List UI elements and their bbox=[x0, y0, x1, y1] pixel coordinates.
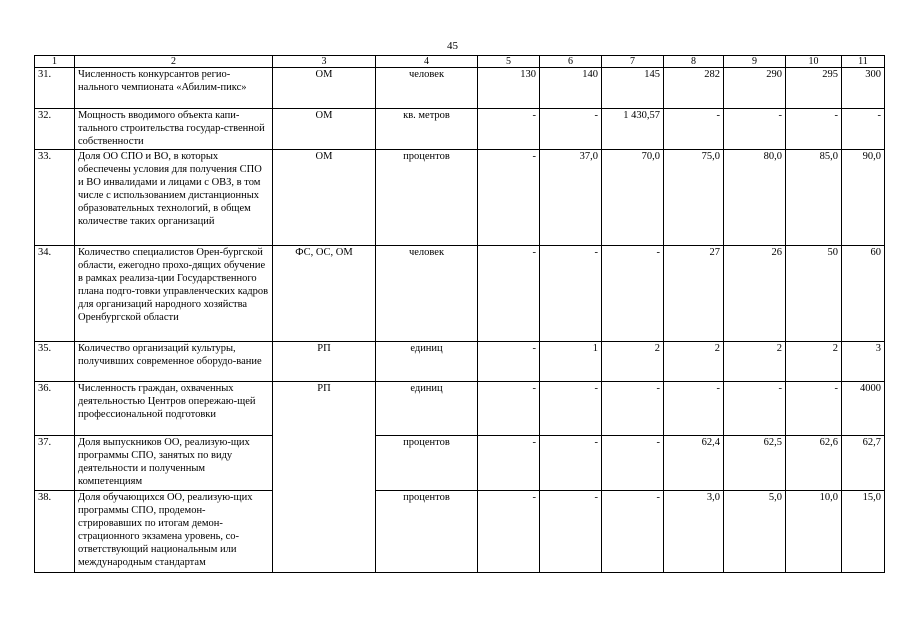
responsible-cell: ОМ bbox=[273, 150, 376, 246]
row-number: 31. bbox=[35, 68, 75, 109]
value-cell: 90,0 bbox=[842, 150, 885, 246]
header-cell: 9 bbox=[724, 56, 786, 68]
value-cell: 2 bbox=[664, 342, 724, 382]
value-cell: 50 bbox=[786, 246, 842, 342]
value-cell: 5,0 bbox=[724, 491, 786, 573]
unit-cell: человек bbox=[376, 246, 478, 342]
value-cell: - bbox=[786, 382, 842, 436]
table-row bbox=[35, 342, 885, 382]
value-cell: 3 bbox=[842, 342, 885, 382]
value-cell: - bbox=[786, 109, 842, 150]
unit-cell: кв. метров bbox=[376, 109, 478, 150]
unit-cell: единиц bbox=[376, 382, 478, 436]
value-cell: 15,0 bbox=[842, 491, 885, 573]
value-cell: - bbox=[478, 436, 540, 491]
table-row bbox=[35, 68, 885, 109]
row-number: 32. bbox=[35, 109, 75, 150]
value-cell: 60 bbox=[842, 246, 885, 342]
table-row bbox=[35, 109, 885, 150]
header-cell: 3 bbox=[273, 56, 376, 68]
value-cell: - bbox=[478, 109, 540, 150]
value-cell: 290 bbox=[724, 68, 786, 109]
value-cell: 4000 bbox=[842, 382, 885, 436]
value-cell: - bbox=[540, 436, 602, 491]
indicator-name: Доля ОО СПО и ВО, в которых обеспечены условия для получения СПО и ВО инвалидами и лицами с ОВЗ, в том числе с использованием дистанционных образовательных технологий, в общем количестве таких организаций bbox=[75, 150, 273, 246]
responsible-cell bbox=[273, 436, 376, 491]
value-cell: 1 bbox=[540, 342, 602, 382]
header-cell: 11 bbox=[842, 56, 885, 68]
responsible-cell: РП bbox=[273, 382, 376, 436]
value-cell: 26 bbox=[724, 246, 786, 342]
responsible-cell: ФС, ОС, ОМ bbox=[273, 246, 376, 342]
value-cell: 2 bbox=[786, 342, 842, 382]
unit-cell: процентов bbox=[376, 150, 478, 246]
value-cell: 1 430,57 bbox=[602, 109, 664, 150]
row-number: 34. bbox=[35, 246, 75, 342]
responsible-cell bbox=[273, 491, 376, 573]
value-cell: 37,0 bbox=[540, 150, 602, 246]
value-cell: - bbox=[540, 109, 602, 150]
row-number: 35. bbox=[35, 342, 75, 382]
value-cell: 130 bbox=[478, 68, 540, 109]
value-cell: 2 bbox=[602, 342, 664, 382]
value-cell: - bbox=[664, 109, 724, 150]
table-row bbox=[35, 491, 885, 573]
unit-cell: процентов bbox=[376, 436, 478, 491]
unit-cell: процентов bbox=[376, 491, 478, 573]
value-cell: 85,0 bbox=[786, 150, 842, 246]
header-cell: 8 bbox=[664, 56, 724, 68]
value-cell: - bbox=[842, 109, 885, 150]
value-cell: 300 bbox=[842, 68, 885, 109]
row-number: 36. bbox=[35, 382, 75, 436]
table-row bbox=[35, 382, 885, 436]
responsible-cell: ОМ bbox=[273, 68, 376, 109]
value-cell: - bbox=[540, 382, 602, 436]
header-cell: 7 bbox=[602, 56, 664, 68]
value-cell: 282 bbox=[664, 68, 724, 109]
row-number: 38. bbox=[35, 491, 75, 573]
table-row bbox=[35, 150, 885, 246]
value-cell: 3,0 bbox=[664, 491, 724, 573]
value-cell: - bbox=[602, 436, 664, 491]
value-cell: - bbox=[478, 150, 540, 246]
unit-cell: человек bbox=[376, 68, 478, 109]
header-cell: 6 bbox=[540, 56, 602, 68]
value-cell: 62,6 bbox=[786, 436, 842, 491]
indicator-name: Количество специалистов Орен-бургской области, ежегодно прохо-дящих обучение в рамках реализа-ции Государственного плана подго-товки управленческих кадров для организаций народного хозяйства Оренбургской области bbox=[75, 246, 273, 342]
table-row bbox=[35, 246, 885, 342]
responsible-cell: РП bbox=[273, 342, 376, 382]
value-cell: - bbox=[478, 342, 540, 382]
indicator-name: Доля обучающихся ОО, реализую-щих программы СПО, продемон-стрировавших по итогам демон-страционного экзамена уровень, со-ответствующий национальным или международным стандартам bbox=[75, 491, 273, 573]
indicator-name: Доля выпускников ОО, реализую-щих программы СПО, занятых по виду деятельности и полученным компетенциям bbox=[75, 436, 273, 491]
value-cell: 2 bbox=[724, 342, 786, 382]
page-number: 45 bbox=[447, 40, 458, 52]
value-cell: - bbox=[724, 109, 786, 150]
value-cell: - bbox=[602, 246, 664, 342]
value-cell: - bbox=[478, 246, 540, 342]
value-cell: 62,4 bbox=[664, 436, 724, 491]
value-cell: - bbox=[478, 382, 540, 436]
indicator-name: Количество организаций культуры, получивших современное оборудо-вание bbox=[75, 342, 273, 382]
responsible-cell: ОМ bbox=[273, 109, 376, 150]
value-cell: - bbox=[664, 382, 724, 436]
value-cell: 62,7 bbox=[842, 436, 885, 491]
value-cell: 62,5 bbox=[724, 436, 786, 491]
value-cell: 145 bbox=[602, 68, 664, 109]
value-cell: 75,0 bbox=[664, 150, 724, 246]
value-cell: 10,0 bbox=[786, 491, 842, 573]
value-cell: 27 bbox=[664, 246, 724, 342]
value-cell: 295 bbox=[786, 68, 842, 109]
table-row bbox=[35, 436, 885, 491]
indicator-name: Мощность вводимого объекта капи-тального строительства государ-ственной собственности bbox=[75, 109, 273, 150]
unit-cell: единиц bbox=[376, 342, 478, 382]
indicator-name: Численность конкурсантов регио-нального чемпионата «Абилим-пикс» bbox=[75, 68, 273, 109]
row-number: 37. bbox=[35, 436, 75, 491]
header-row bbox=[35, 56, 885, 68]
indicator-name: Численность граждан, охваченных деятельностью Центров опережаю-щей профессиональной подготовки bbox=[75, 382, 273, 436]
header-cell: 2 bbox=[75, 56, 273, 68]
value-cell: - bbox=[540, 491, 602, 573]
value-cell: 140 bbox=[540, 68, 602, 109]
value-cell: - bbox=[540, 246, 602, 342]
header-cell: 1 bbox=[35, 56, 75, 68]
value-cell: 70,0 bbox=[602, 150, 664, 246]
header-cell: 5 bbox=[478, 56, 540, 68]
value-cell: 80,0 bbox=[724, 150, 786, 246]
value-cell: - bbox=[602, 382, 664, 436]
header-cell: 4 bbox=[376, 56, 478, 68]
header-cell: 10 bbox=[786, 56, 842, 68]
row-number: 33. bbox=[35, 150, 75, 246]
value-cell: - bbox=[724, 382, 786, 436]
value-cell: - bbox=[478, 491, 540, 573]
value-cell: - bbox=[602, 491, 664, 573]
indicators-table bbox=[34, 55, 885, 573]
